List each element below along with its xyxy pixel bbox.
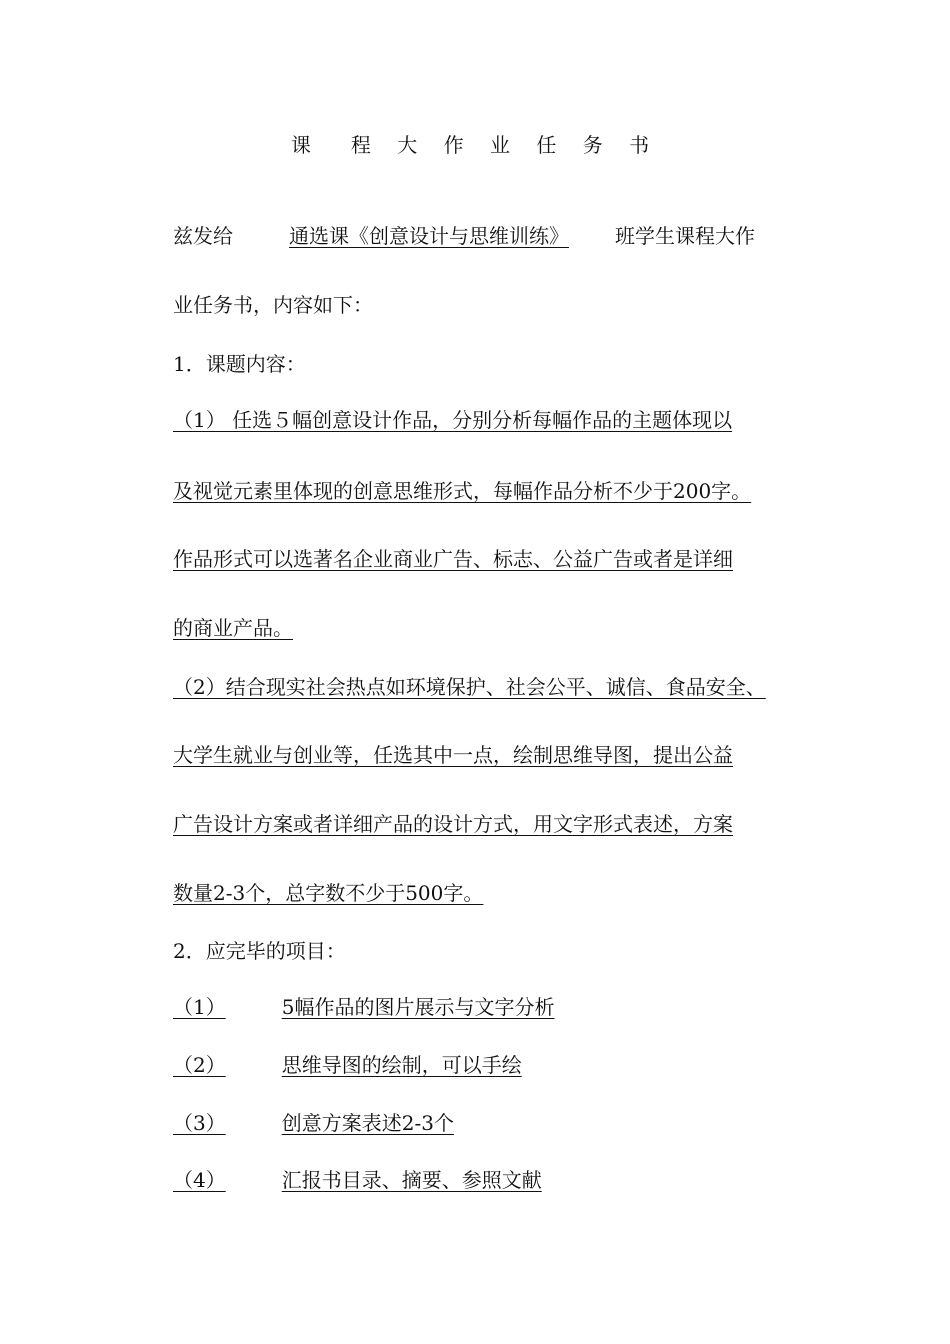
document-title [0,131,950,159]
section1-item1-line-2: 及视觉元素里体现的创意思维形式，每幅作品分析不少于200字。 [173,479,752,503]
title-text: 课 程 大 作 业 任 务 书 [290,133,660,157]
section1-item2-line-1: （2）结合现实社会热点如环境保护、社会公平、诚信、食品安全、 [173,675,766,699]
intro-prefix: 兹发给 [173,224,233,248]
section1-item1-line-1: （1） 任选５幅创意设计作品，分别分析每幅作品的主题体现以 [173,408,733,432]
section2-item-2: （2） 思维导图的绘制，可以手绘 [173,1053,522,1077]
section2-item-4: （4） 汇报书目录、摘要、参照文献 [173,1168,542,1192]
section1-item1-line-3: 作品形式可以选著名企业商业广告、标志、公益广告或者是详细 [173,547,733,571]
intro-class-name: 通选课《创意设计与思维训练》 [289,224,569,248]
section1-item2-line-2: 大学生就业与创业等，任选其中一点，绘制思维导图，提出公益 [173,743,733,767]
section2-heading: 2．应完毕的项目： [173,939,346,963]
section2-item-1: （1） 5幅作品的图片展示与文字分析 [173,995,555,1019]
section2-item-3: （3） 创意方案表述2-3个 [173,1111,454,1135]
section1-item1-line-4-text: 的商业产品。 [173,616,293,640]
intro-line-2: 业任务书，内容如下： [173,293,373,317]
section1-item1-line-4 [173,614,575,642]
intro-line-1 [173,222,755,250]
intro-suffix: 班学生课程大作 [615,224,755,248]
section1-item2-line-4: 数量2-3个，总字数不少于500字。 [173,881,484,905]
section1-heading: 1．课题内容： [173,352,306,376]
section1-item2-line-3: 广告设计方案或者详细产品的设计方式，用文字形式表述，方案 [173,812,733,836]
